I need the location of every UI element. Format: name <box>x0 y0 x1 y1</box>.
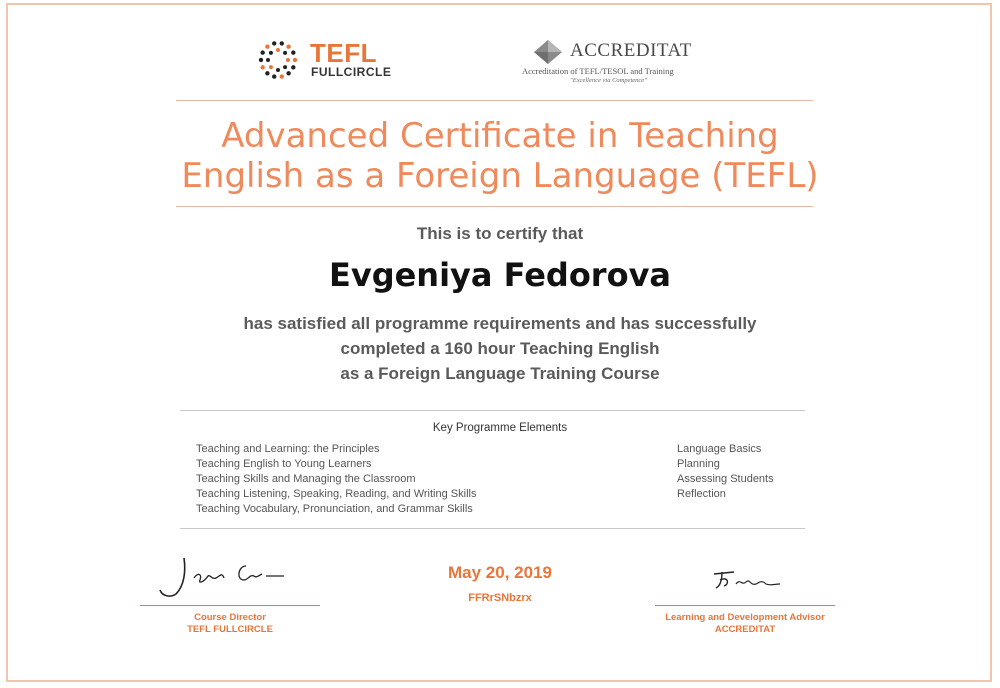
logo-dot <box>286 45 290 49</box>
certificate-title-line2: English as a Foreign Language (TEFL) <box>181 156 819 196</box>
logo-dot <box>260 50 264 54</box>
advisor-signature <box>700 562 800 598</box>
list-item: Teaching English to Young Learners <box>196 458 372 470</box>
certificate-date: May 20, 2019 <box>448 563 552 582</box>
statement-line2: completed a 160 hour Teaching English <box>340 339 660 358</box>
logo-dot <box>283 51 287 55</box>
completion-statement <box>150 311 850 386</box>
advisor-org: ACCREDITAT <box>714 624 776 635</box>
elements-top-divider <box>180 410 805 411</box>
accreditat-logo-name: ACCREDITAT <box>570 40 692 61</box>
right-signature-label <box>655 612 835 636</box>
logo-dot <box>280 41 284 45</box>
elements-bottom-divider <box>180 528 805 529</box>
key-elements-left-list <box>196 442 476 517</box>
logo-dot <box>265 45 269 49</box>
course-director-org: TEFL FULLCIRCLE <box>187 624 273 635</box>
logo-dot <box>269 51 273 55</box>
logo-dot <box>272 74 276 78</box>
recipient-name: Evgeniya Fedorova <box>328 256 672 294</box>
logo-dot <box>265 71 269 75</box>
tefl-logo-name: TEFL <box>310 38 377 68</box>
list-item: Reflection <box>677 488 726 500</box>
logo-dot <box>266 58 270 62</box>
left-signature-line <box>140 605 320 606</box>
certificate-title <box>150 116 850 196</box>
accreditat-motto: "Excellence via Competence" <box>570 77 647 84</box>
logo-dot <box>283 65 287 69</box>
advisor-role: Learning and Development Advisor <box>665 612 825 623</box>
tefl-dots-icon <box>258 40 302 80</box>
logo-dot <box>272 41 276 45</box>
accreditat-logo <box>522 38 722 88</box>
statement-line1: has satisfied all programme requirements and has successfully <box>243 314 757 333</box>
accreditat-tagline: Accreditation of TEFL/TESOL and Training <box>522 66 674 76</box>
logo-dot <box>276 48 280 52</box>
course-director-role: Course Director <box>194 612 266 623</box>
key-elements-right-list <box>677 442 774 502</box>
key-elements-heading: Key Programme Elements <box>432 422 568 434</box>
list-item: Teaching Listening, Speaking, Reading, and Writing Skills <box>196 488 477 500</box>
certificate-title-line1: Advanced Certificate in Teaching <box>221 116 779 156</box>
left-signature-label <box>140 612 320 636</box>
list-item: Planning <box>677 458 720 470</box>
list-item: Assessing Students <box>677 473 774 485</box>
title-divider <box>176 206 813 207</box>
logo-dot <box>276 68 280 72</box>
logo-dot <box>259 58 263 62</box>
tefl-logo-subname: FULLCIRCLE <box>311 65 392 79</box>
logo-dot <box>280 74 284 78</box>
list-item: Teaching and Learning: the Principles <box>196 443 380 455</box>
list-item: Language Basics <box>677 443 762 455</box>
certificate-code: FFRrSNbzrx <box>468 592 532 604</box>
certify-text: This is to certify that <box>416 224 584 243</box>
logo-dot <box>286 58 290 62</box>
logo-dot <box>291 50 295 54</box>
logo-dot <box>293 58 297 62</box>
logo-dot <box>286 71 290 75</box>
logo-dot <box>291 65 295 69</box>
accreditat-diamond-icon <box>528 38 568 66</box>
logo-dot <box>269 65 273 69</box>
tefl-fullcircle-logo <box>258 38 418 82</box>
statement-line3: as a Foreign Language Training Course <box>340 364 660 383</box>
top-divider <box>176 100 813 101</box>
list-item: Teaching Vocabulary, Pronunciation, and Grammar Skills <box>196 503 473 515</box>
list-item: Teaching Skills and Managing the Classroom <box>196 473 416 485</box>
right-signature-line <box>655 605 835 606</box>
course-director-signature <box>150 552 300 602</box>
logo-dot <box>260 65 264 69</box>
